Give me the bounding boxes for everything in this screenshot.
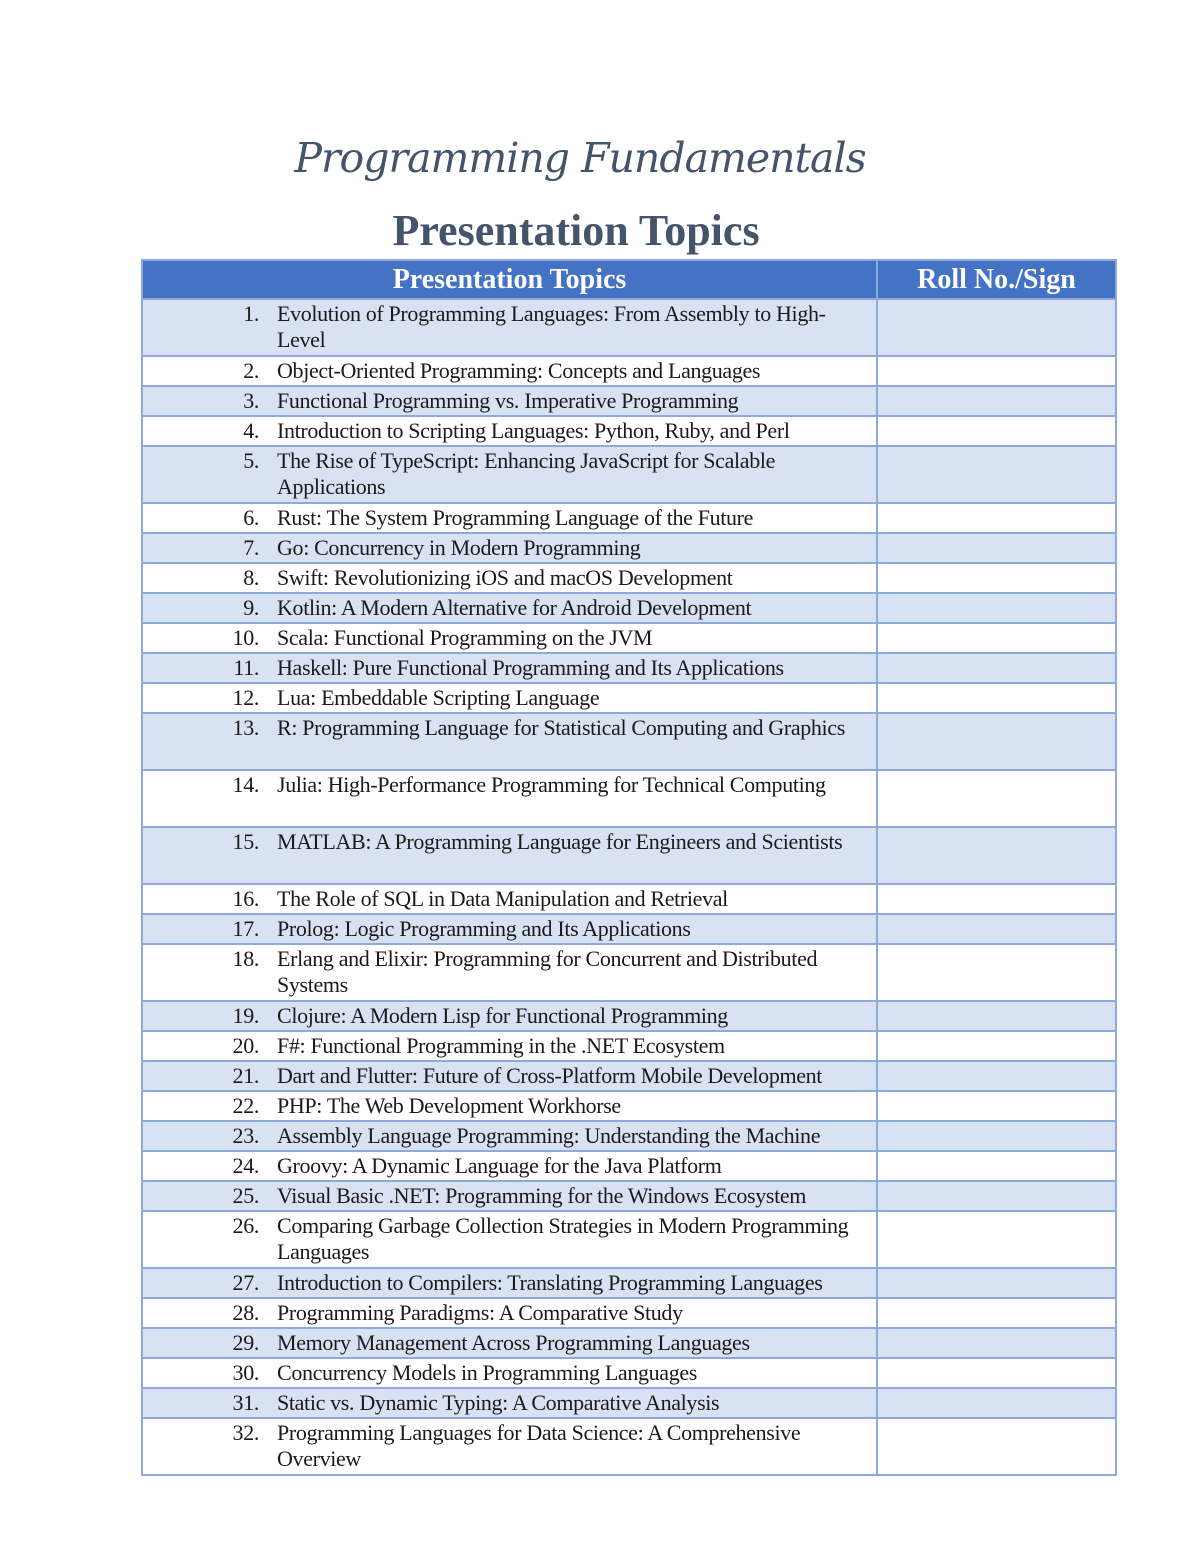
roll-sign-cell[interactable] [877, 623, 1116, 653]
roll-sign-cell[interactable] [877, 593, 1116, 623]
topic-cell [142, 653, 877, 683]
topic-cell [142, 1328, 877, 1358]
topic-title: Static vs. Dynamic Typing: A Comparative Analysis [277, 1390, 720, 1415]
roll-sign-cell[interactable] [877, 356, 1116, 386]
topic-number: 18. [232, 946, 259, 971]
topic-cell [142, 683, 877, 713]
table-row [142, 713, 1116, 770]
topic-number: 28. [232, 1300, 259, 1325]
roll-sign-cell[interactable] [877, 1091, 1116, 1121]
topic-title: Clojure: A Modern Lisp for Functional Programming [277, 1003, 728, 1028]
topic-cell-content [143, 564, 876, 591]
topic-number: 30. [232, 1360, 259, 1385]
topic-cell [142, 386, 877, 416]
table-row [142, 1328, 1116, 1358]
topic-cell-content [143, 885, 876, 912]
table-row [142, 1061, 1116, 1091]
topic-cell-content [143, 1152, 876, 1179]
topic-cell-content [143, 945, 876, 998]
topic-cell [142, 1151, 877, 1181]
topic-cell [142, 1418, 877, 1475]
table-row [142, 503, 1116, 533]
topic-title: Go: Concurrency in Modern Programming [277, 535, 641, 560]
topic-cell-content [143, 1032, 876, 1059]
topic-number: 13. [232, 715, 259, 740]
topic-title: Evolution of Programming Languages: From Assembly to High-Level [277, 301, 826, 352]
topic-number: 6. [243, 505, 259, 530]
topic-title: MATLAB: A Programming Language for Engineers and Scientists [277, 829, 843, 854]
topic-title: Object-Oriented Programming: Concepts and Languages [277, 358, 761, 383]
topic-cell-content [143, 828, 876, 855]
topic-number: 10. [232, 625, 259, 650]
roll-sign-cell[interactable] [877, 1388, 1116, 1418]
topic-cell [142, 1358, 877, 1388]
topic-number: 11. [233, 655, 259, 680]
topic-title: Dart and Flutter: Future of Cross-Platform Mobile Development [277, 1063, 823, 1088]
topic-cell [142, 356, 877, 386]
topic-number: 26. [232, 1213, 259, 1238]
table-row [142, 416, 1116, 446]
topic-title: Haskell: Pure Functional Programming and Its Applications [277, 655, 784, 680]
topic-cell-content [143, 714, 876, 741]
topic-number: 5. [243, 448, 259, 473]
topic-number: 31. [232, 1390, 259, 1415]
topic-number: 12. [232, 685, 259, 710]
table-row [142, 1418, 1116, 1475]
topic-title: Programming Paradigms: A Comparative Study [277, 1300, 683, 1325]
topic-title: PHP: The Web Development Workhorse [277, 1093, 621, 1118]
topic-cell [142, 884, 877, 914]
topic-cell [142, 446, 877, 503]
roll-sign-cell[interactable] [877, 944, 1116, 1001]
topic-cell-content [143, 1212, 876, 1265]
roll-sign-cell[interactable] [877, 1121, 1116, 1151]
roll-sign-cell[interactable] [877, 1328, 1116, 1358]
roll-sign-cell[interactable] [877, 1418, 1116, 1475]
topic-number: 19. [232, 1003, 259, 1028]
topic-number: 17. [232, 916, 259, 941]
topic-number: 25. [232, 1183, 259, 1208]
topic-cell-content [143, 1329, 876, 1356]
topic-number: 23. [232, 1123, 259, 1148]
topic-title: Kotlin: A Modern Alternative for Android Development [277, 595, 752, 620]
page-title: Presentation Topics [392, 206, 760, 255]
topic-title: Memory Management Across Programming Languages [277, 1330, 750, 1355]
column-header-roll-sign: Roll No./Sign [877, 260, 1116, 299]
topic-number: 14. [232, 772, 259, 797]
table-row [142, 1268, 1116, 1298]
topic-cell [142, 914, 877, 944]
topic-cell-content [143, 1122, 876, 1149]
topic-cell [142, 713, 877, 770]
topic-number: 27. [232, 1270, 259, 1295]
table-row [142, 1298, 1116, 1328]
table-row [142, 593, 1116, 623]
roll-sign-cell[interactable] [877, 1211, 1116, 1268]
topic-cell-content [143, 357, 876, 384]
topic-title: The Role of SQL in Data Manipulation and Retrieval [277, 886, 728, 911]
table-row [142, 1001, 1116, 1031]
topic-cell [142, 827, 877, 884]
topic-cell [142, 416, 877, 446]
topic-cell-content [143, 1359, 876, 1386]
topic-title: Scala: Functional Programming on the JVM [277, 625, 653, 650]
table-header-row [142, 260, 1116, 299]
topic-number: 20. [232, 1033, 259, 1058]
topic-cell [142, 1031, 877, 1061]
roll-sign-cell[interactable] [877, 914, 1116, 944]
topic-cell [142, 1211, 877, 1268]
table-row [142, 533, 1116, 563]
roll-sign-cell[interactable] [877, 1031, 1116, 1061]
topic-title: Concurrency Models in Programming Languages [277, 1360, 697, 1385]
roll-sign-cell[interactable] [877, 1061, 1116, 1091]
topic-number: 1. [243, 301, 259, 326]
table-row [142, 653, 1116, 683]
topic-cell-content [143, 1389, 876, 1416]
topic-title: Programming Languages for Data Science: A Comprehensive Overview [277, 1420, 801, 1471]
topic-title: Prolog: Logic Programming and Its Applications [277, 916, 691, 941]
table-row [142, 1121, 1116, 1151]
topic-cell-content [143, 624, 876, 651]
topic-number: 22. [232, 1093, 259, 1118]
topic-cell-content [143, 1092, 876, 1119]
roll-sign-cell[interactable] [877, 446, 1116, 503]
topic-cell [142, 1001, 877, 1031]
topic-cell [142, 1091, 877, 1121]
topic-title: Lua: Embeddable Scripting Language [277, 685, 600, 710]
roll-sign-cell[interactable] [877, 884, 1116, 914]
roll-sign-cell[interactable] [877, 416, 1116, 446]
topic-title: Swift: Revolutionizing iOS and macOS Development [277, 565, 733, 590]
table-row [142, 770, 1116, 827]
roll-sign-cell[interactable] [877, 827, 1116, 884]
topic-cell [142, 1181, 877, 1211]
roll-sign-cell[interactable] [877, 653, 1116, 683]
roll-sign-cell[interactable] [877, 533, 1116, 563]
topic-title: Assembly Language Programming: Understanding the Machine [277, 1123, 821, 1148]
topic-cell-content [143, 300, 876, 353]
topic-title: Introduction to Compilers: Translating Programming Languages [277, 1270, 823, 1295]
topic-title: R: Programming Language for Statistical Computing and Graphics [277, 715, 845, 740]
table-row [142, 356, 1116, 386]
roll-sign-cell[interactable] [877, 299, 1116, 356]
topic-title: F#: Functional Programming in the .NET Ecosystem [277, 1033, 725, 1058]
table-row [142, 1358, 1116, 1388]
topic-cell-content [143, 387, 876, 414]
table-row [142, 299, 1116, 356]
topic-title: Rust: The System Programming Language of the Future [277, 505, 754, 530]
topic-title: Julia: High-Performance Programming for Technical Computing [277, 772, 826, 797]
roll-sign-cell[interactable] [877, 1151, 1116, 1181]
roll-sign-cell[interactable] [877, 503, 1116, 533]
topic-title: The Rise of TypeScript: Enhancing JavaScript for Scalable Applications [277, 448, 776, 499]
topic-cell [142, 623, 877, 653]
roll-sign-cell[interactable] [877, 386, 1116, 416]
topics-table [141, 259, 1117, 1476]
topic-number: 7. [243, 535, 259, 560]
topic-cell-content [143, 654, 876, 681]
roll-sign-cell[interactable] [877, 1181, 1116, 1211]
topics-table-body [142, 299, 1116, 1475]
roll-sign-cell[interactable] [877, 713, 1116, 770]
topic-title: Groovy: A Dynamic Language for the Java Platform [277, 1153, 722, 1178]
table-row [142, 1388, 1116, 1418]
table-row [142, 1211, 1116, 1268]
topic-cell-content [143, 1062, 876, 1089]
table-row [142, 1181, 1116, 1211]
topic-title: Introduction to Scripting Languages: Python, Ruby, and Perl [277, 418, 790, 443]
topic-title: Comparing Garbage Collection Strategies in Modern Programming Languages [277, 1213, 849, 1264]
topic-cell [142, 1388, 877, 1418]
roll-sign-cell[interactable] [877, 563, 1116, 593]
table-row [142, 1151, 1116, 1181]
topic-cell [142, 1268, 877, 1298]
table-row [142, 914, 1116, 944]
course-name: Programming Fundamentals [294, 134, 866, 182]
table-row [142, 884, 1116, 914]
topic-cell-content [143, 417, 876, 444]
topic-cell [142, 1121, 877, 1151]
table-row [142, 944, 1116, 1001]
topic-cell [142, 770, 877, 827]
topic-cell-content [143, 447, 876, 500]
table-row [142, 623, 1116, 653]
table-row [142, 683, 1116, 713]
topic-cell [142, 533, 877, 563]
topic-title: Functional Programming vs. Imperative Programming [277, 388, 739, 413]
table-row [142, 827, 1116, 884]
topic-title: Visual Basic .NET: Programming for the Windows Ecosystem [277, 1183, 807, 1208]
topic-cell-content [143, 1419, 876, 1472]
topic-cell [142, 503, 877, 533]
topic-number: 24. [232, 1153, 259, 1178]
table-row [142, 386, 1116, 416]
topic-cell-content [143, 594, 876, 621]
topic-cell [142, 1061, 877, 1091]
table-row [142, 563, 1116, 593]
topic-cell [142, 1298, 877, 1328]
topic-cell [142, 944, 877, 1001]
roll-sign-cell[interactable] [877, 1268, 1116, 1298]
topic-number: 29. [232, 1330, 259, 1355]
topic-cell-content [143, 1299, 876, 1326]
topic-number: 8. [243, 565, 259, 590]
topic-cell [142, 563, 877, 593]
topic-number: 15. [232, 829, 259, 854]
roll-sign-cell[interactable] [877, 1001, 1116, 1031]
topic-number: 21. [232, 1063, 259, 1088]
roll-sign-cell[interactable] [877, 1358, 1116, 1388]
topic-number: 32. [232, 1420, 259, 1445]
topic-number: 3. [243, 388, 259, 413]
topic-number: 16. [232, 886, 259, 911]
roll-sign-cell[interactable] [877, 683, 1116, 713]
column-header-topics: Presentation Topics [142, 260, 877, 299]
topic-cell-content [143, 771, 876, 798]
topic-cell-content [143, 1002, 876, 1029]
topic-number: 9. [243, 595, 259, 620]
topic-cell-content [143, 534, 876, 561]
table-row [142, 446, 1116, 503]
topic-number: 4. [243, 418, 259, 443]
topic-cell-content [143, 684, 876, 711]
topic-cell [142, 299, 877, 356]
topic-title: Erlang and Elixir: Programming for Concurrent and Distributed Systems [277, 946, 818, 997]
topic-cell-content [143, 504, 876, 531]
topic-cell [142, 593, 877, 623]
topic-cell-content [143, 915, 876, 942]
topic-number: 2. [243, 358, 259, 383]
topic-cell-content [143, 1269, 876, 1296]
table-row [142, 1091, 1116, 1121]
roll-sign-cell[interactable] [877, 770, 1116, 827]
roll-sign-cell[interactable] [877, 1298, 1116, 1328]
table-row [142, 1031, 1116, 1061]
topic-cell-content [143, 1182, 876, 1209]
